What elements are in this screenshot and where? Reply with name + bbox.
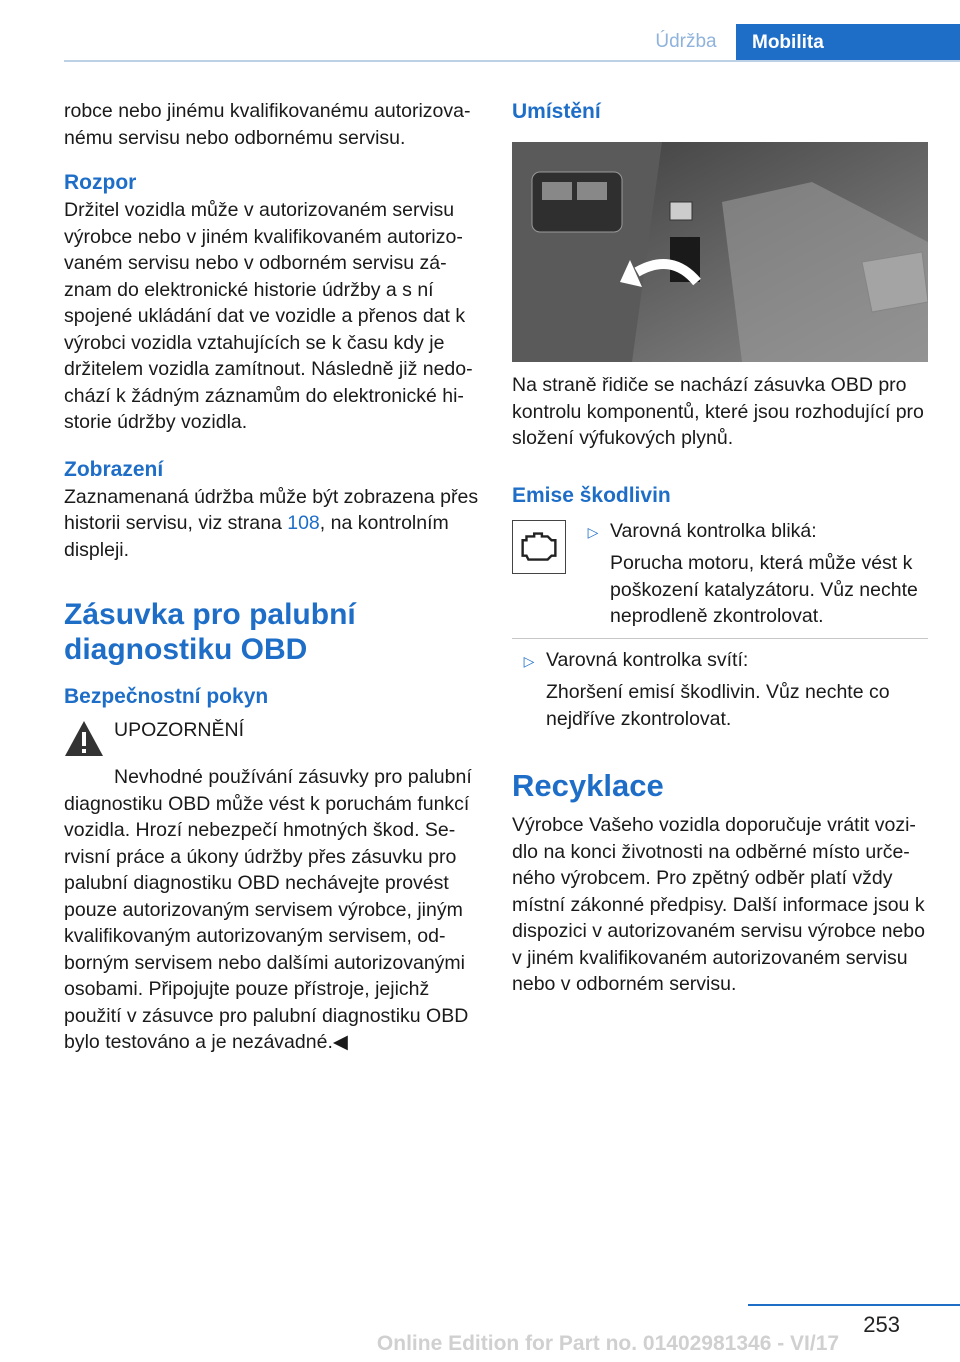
heading-recyklace: Recyklace (512, 768, 664, 803)
rozpor-paragraph: Držitel vozidla může v autorizovaném servisu výrobce nebo v jiném kvalifikovaném autorizo-vaném servisu nebo v odborném servisu zá-znam do elektronické historie údržby a s ní spojené ukládání dat ve vozidle a přenos dat k výrobci vozidla vztahujících se k času kdy je držitelem vozidla zamítnout. Následně již nedo-chází k žádným záznamům do elektronické hi-storie údržby vozidla. (64, 199, 473, 433)
heading-zobrazeni: Zobrazení (64, 457, 164, 481)
bullet-separator (512, 638, 928, 639)
heading-umisteni: Umístění (512, 100, 601, 123)
bullet-item (576, 518, 928, 630)
obd-location-photo (512, 142, 928, 362)
engine-check-icon (512, 520, 566, 574)
warning-paragraph (64, 764, 480, 1056)
left-column (64, 98, 480, 1056)
emise-bullets (576, 518, 928, 630)
header-tab-mobilita[interactable]: Mobilita (736, 24, 960, 62)
bullet-triangle-icon: ▷ (587, 523, 599, 540)
bullet-triangle-icon: ▷ (523, 652, 535, 669)
warning-label: UPOZORNĚNÍ (114, 719, 245, 741)
edition-watermark: Online Edition for Part no. 01402981346 - VI/17 (376, 1332, 840, 1355)
intro-paragraph: robce nebo jinému kvalifikovanému autorizova-nému servisu nebo odbornému servisu. (64, 100, 471, 149)
zobrazeni-text-a: Zaznamenaná údržba může být zobrazena přes historii servisu, viz strana (64, 485, 479, 534)
footer-rule (748, 1304, 960, 1306)
bullet2-text: Zhoršení emisí škodlivin. Vůz nechte co nejdříve zkontrolovat. (546, 681, 890, 730)
umisteni-paragraph: Na straně řidiče se nachází zásuvka OBD pro kontrolu komponentů, které jsou rozhodující pro složení výfukových plynů. (512, 374, 924, 449)
heading-safety: Bezpečnostní pokyn (64, 685, 269, 708)
warning-triangle-icon (64, 720, 104, 758)
warning-text: Nevhodné používání zásuvky pro palubní diagnostiku OBD může vést k poruchám funkcí vozidla. Hrozí nebezpečí hmotných škod. Se-rvisní práce a úkony údržby přes zásuvku pro palubní diagnostiku OBD nechávejte provést pouze autorizovaným servisem výrobce, jiným kvalifikovaným autorizovaným servisem, od-borným servisem nebo dalšími autorizovanými osobami. Připojujte pouze přístroje, jejichž použití v zásuvce pro palubní diagnostiku OBD bylo testováno a je nezávadné.◀ (64, 766, 472, 1053)
header-rule (64, 60, 960, 62)
warning-block (64, 717, 480, 758)
bullet1-head: Varovná kontrolka bliká: (610, 519, 817, 542)
bullet1-text: Porucha motoru, která může vést k poškození katalyzátoru. Vůz nechte neprodleně zkontrolovat. (610, 552, 918, 627)
zobrazeni-text-b: , na kontrolním displeji. (64, 512, 449, 561)
zobrazeni-paragraph (64, 484, 480, 564)
heading-emise: Emise škodlivin (512, 483, 671, 507)
recyklace-paragraph: Výrobce Vašeho vozidla doporučuje vrátit vozi-dlo na konci životnosti na odběrné místo urče-ného výrobcem. Pro zpětný odběr platí vždy místní zákonné předpisy. Další informace jsou k dispozici v autorizovaném servisu výrobce nebo v jiném kvalifikovaném autorizovaném servisu nebo v odborném servisu. (512, 814, 925, 995)
page-number: 253 (863, 1312, 900, 1337)
emise-list (512, 518, 928, 630)
bullet2-head: Varovná kontrolka svítí: (546, 648, 749, 671)
heading-rozpor: Rozpor (64, 171, 137, 194)
bullet-item (512, 647, 928, 733)
page-link-108[interactable]: 108 (287, 512, 320, 534)
header-tab-udrzba[interactable]: Údržba (655, 31, 717, 52)
right-column (512, 98, 928, 998)
heading-obd: Zásuvka pro palubní diagnostiku OBD (64, 598, 356, 666)
